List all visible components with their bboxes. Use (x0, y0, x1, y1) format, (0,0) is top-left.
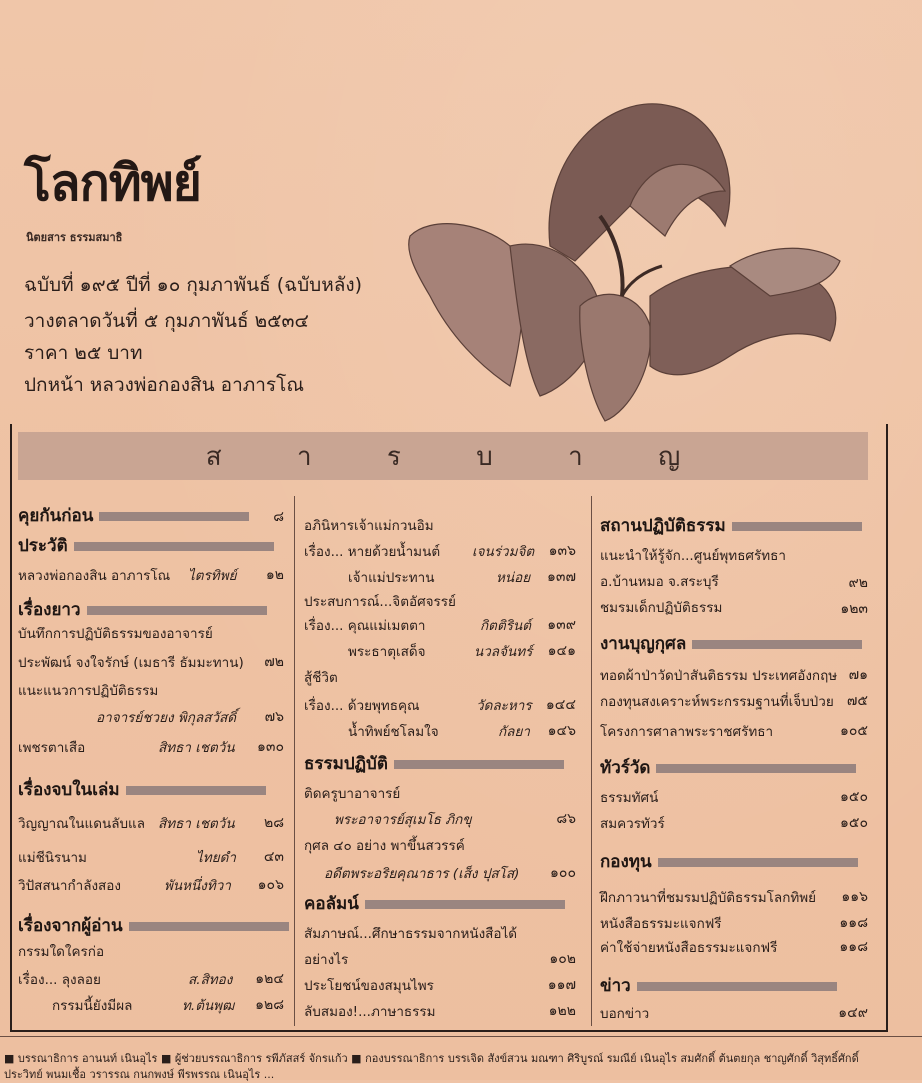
toc-entry: หนังสือธรรมะแจกฟรี (600, 916, 722, 932)
toc-entry: อย่างไร (304, 952, 349, 968)
toc-entry: อ.บ้านหมอ จ.สระบุรี (600, 574, 719, 590)
toc-author: อดีตพระอริยคุณาธาร (เส็ง ปุสโส) (324, 866, 520, 882)
toc-entry: กรรมใดใครก่อ (18, 944, 105, 960)
toc-entry: วิญญาณในแดนลับแล (18, 816, 146, 832)
banner-letter: บ (476, 441, 493, 472)
toc-entry: วิปัสสนากำลังสอง (18, 878, 121, 894)
page-number: ๑๓๗ (547, 569, 576, 585)
staff-credits (0, 1036, 922, 1081)
section-heading: กองทุน (600, 848, 858, 875)
page-number: ๑๔๖ (547, 723, 576, 739)
toc-entry: ค่าใช้จ่ายหนังสือธรรมะแจกฟรี (600, 940, 778, 956)
page-number: ๒๘ (263, 815, 284, 831)
section-heading: เรื่องยาว (18, 596, 267, 623)
page-number: ๑๒ (265, 567, 284, 583)
toc-entry: สมควรทัวร์ (600, 816, 665, 832)
toc-entry: โครงการศาลาพระราชศรัทธา (600, 724, 774, 740)
toc-entry: กองทุนสงเคราะห์พระกรรมฐานที่เจ็บป่วย (600, 694, 834, 710)
toc-entry: เรื่อง... หายด้วยน้ำมนต์ (304, 544, 441, 560)
toc-subheading: สู้ชีวิต (304, 670, 338, 686)
toc-author: สิทธา เชตวัน (158, 816, 235, 832)
toc-entry: เรื่อง... ด้วยพุทธคุณ (304, 698, 420, 714)
toc-author: พระอาจารย์สุเมโธ ภิกขุ (334, 812, 472, 828)
page-number: ๑๑๘ (839, 915, 868, 931)
issue-price: ราคา ๒๕ บาท (24, 342, 143, 364)
section-heading: ข่าว (600, 972, 837, 999)
toc-author: เจนร่วมจิต (472, 544, 535, 560)
toc-entry: ติดครูบาอาจารย์ (304, 786, 401, 802)
toc-entry: ประพัฒน์ จงใจรักษ์ (เมธารี ธัมมะทาน) (18, 655, 244, 671)
toc-author: ส.สิทอง (188, 972, 233, 988)
section-heading: เรื่องจบในเล่ม (18, 776, 266, 803)
banner-letter: ส (205, 441, 222, 472)
page-number: ๑๓๙ (547, 617, 576, 633)
toc-entry: เพชรตาเสือ (18, 740, 86, 756)
toc-entry: แนะแนวการปฏิบัติธรรม (18, 683, 159, 699)
toc-entry: น้ำทิพย์ชโลมใจ (348, 724, 439, 740)
toc-entry: ชมรมเด็กปฏิบัติธรรม (600, 600, 723, 616)
toc-entry: กุศล ๔๐ อย่าง พาขึ้นสวรรค์ (304, 838, 465, 854)
toc-author: กัลยา (498, 724, 530, 740)
page-number: ๑๒๘ (255, 997, 284, 1013)
banner-letter: า (568, 441, 583, 472)
toc-entry: ธรรมทัศน์ (600, 790, 659, 806)
contents-banner-title (18, 432, 868, 480)
toc-author: อาจารย์ชวยง พิกุลสวัสดิ์ (96, 710, 237, 726)
section-heading: คุยกันก่อน (18, 502, 249, 529)
page-number: ๑๔๔ (545, 697, 576, 713)
toc-subheading: อภินิหารเจ้าแม่กวนอิม (304, 518, 434, 534)
page-number: ๑๕๐ (839, 815, 868, 831)
toc-author: ไทยดำ (196, 850, 236, 866)
toc-entry: บอกข่าว (600, 1006, 650, 1022)
page-number: ๑๐๒ (549, 951, 576, 967)
page-number: ๑๐๖ (257, 877, 284, 893)
column-divider (294, 496, 295, 1026)
page-number: ๗๖ (264, 709, 284, 725)
page-number: ๑๒๔ (255, 971, 284, 987)
banner-letter: า (296, 441, 312, 472)
toc-entry: สัมภาษณ์...ศึกษาธรรมจากหนังสือได้ (304, 926, 518, 942)
masthead-logo: โลกทิพย์ (24, 154, 201, 212)
page-number: ๔๓ (263, 849, 284, 865)
page-number: ๘๖ (556, 811, 576, 827)
toc-author: สิทธา เชตวัน (158, 740, 235, 756)
page-number: ๑๑๘ (839, 939, 868, 955)
toc-author: ไตรทิพย์ (188, 568, 237, 584)
page-number: ๗๕ (846, 693, 868, 709)
page-number: ๘ (273, 509, 284, 525)
staff-credits-line: ■ บรรณาธิการ อานนท์ เนินอุไร ■ ผู้ช่วยบรรณาธิการ รพีภัสสร์ จักรแก้ว ■ กองบรรณาธิการ บรรเจิด สังข์สวน มณฑา ศิริบูรณ์ รมณีย์ เนินอุไร สมศักดิ์ ต้นตยกุล ชาญศักดิ์ วิสุทธิ์ศักดิ์ (4, 1052, 859, 1065)
toc-entry: ประโยชน์ของสมุนไพร (304, 978, 434, 994)
page-number: ๑๒๒ (548, 1003, 576, 1019)
page-number: ๗๑ (848, 667, 868, 683)
toc-entry: บันทึกการปฏิบัติธรรมของอาจารย์ (18, 626, 213, 642)
toc-entry: เรื่อง... ลุงลอย (18, 972, 101, 988)
section-heading: คอลัมน์ (304, 890, 565, 917)
toc-entry: กรรมนี้ยังมีผล (52, 998, 133, 1014)
page-number: ๑๓๖ (548, 543, 576, 559)
section-heading: ประวัติ (18, 532, 274, 559)
page-number: ๑๐๕ (839, 723, 868, 739)
page-number: ๙๒ (848, 575, 868, 591)
section-heading: ทัวร์วัด (600, 754, 856, 781)
page-number: ๑๕๐ (839, 789, 868, 805)
toc-subheading: ประสบการณ์...จิตอัศจรรย์ (304, 594, 456, 610)
page-number: ๑๒๓ (840, 601, 868, 617)
toc-entry: ฝึกภาวนาที่ชมรมปฏิบัติธรรมโลกทิพย์ (600, 890, 817, 906)
toc-entry: หลวงพ่อกองสิน อาภารโณ (18, 568, 171, 584)
page-number: ๑๔๙ (838, 1005, 868, 1021)
banner-letter: ญ (658, 441, 681, 472)
issue-release-date: วางตลาดวันที่ ๕ กุมภาพันธ์ ๒๕๓๔ (24, 310, 309, 332)
toc-entry: ทอดผ้าป่าวัดป่าสันติธรรม ประเทศอังกฤษ (600, 668, 838, 684)
toc-entry: เจ้าแม่ประทาน (348, 570, 435, 586)
toc-entry: เรื่อง... คุณแม่เมตตา (304, 618, 426, 634)
toc-author: พันหนึ่งทิวา (164, 878, 231, 894)
toc-author: ท.ต้นพุฒ (182, 998, 235, 1014)
section-heading: ธรรมปฏิบัติ (304, 750, 564, 777)
toc-entry: ลับสมอง!...ภาษาธรรม (304, 1004, 436, 1020)
masthead-subtitle: นิตยสาร ธรรมสมาธิ (26, 231, 123, 244)
issue-number: ฉบับที่ ๑๙๕ ปีที่ ๑๐ กุมภาพันธ์ (ฉบับหลัง) (24, 274, 363, 296)
toc-entry: พระธาตุเสด็จ (348, 644, 426, 660)
section-heading: เรื่องจากผู้อ่าน (18, 912, 289, 939)
toc-author: วัดละหาร (476, 698, 532, 714)
section-heading: งานบุญกุศล (600, 630, 862, 657)
section-heading: สถานปฏิบัติธรรม (600, 512, 862, 539)
staff-credits-line: ประวิทย์ พนมเชื้อ วรารรณ กนกพงษ์ พีรพรรณ เนินอุไร ... (4, 1068, 275, 1081)
toc-entry: แม่ชีนิรนาม (18, 850, 87, 866)
page-number: ๑๐๐ (550, 865, 576, 881)
toc-entry: แนะนำให้รู้จัก...ศูนย์พุทธศรัทธา (600, 548, 786, 564)
column-divider (591, 496, 592, 1026)
banner-letter: ร (386, 441, 401, 472)
flower-illustration (400, 96, 850, 426)
page-number: ๑๑๗ (547, 977, 576, 993)
page-number: ๗๒ (264, 654, 284, 670)
toc-author: กิตติรินต์ (480, 618, 531, 634)
page-number: ๑๑๖ (841, 889, 868, 905)
page-number: ๑๓๐ (256, 739, 284, 755)
page-number: ๑๔๑ (547, 643, 576, 659)
issue-cover-credit: ปกหน้า หลวงพ่อกองสิน อาภารโณ (24, 374, 304, 396)
toc-author: หน่อย (496, 570, 531, 586)
toc-author: นวลจันทร์ (474, 644, 533, 660)
